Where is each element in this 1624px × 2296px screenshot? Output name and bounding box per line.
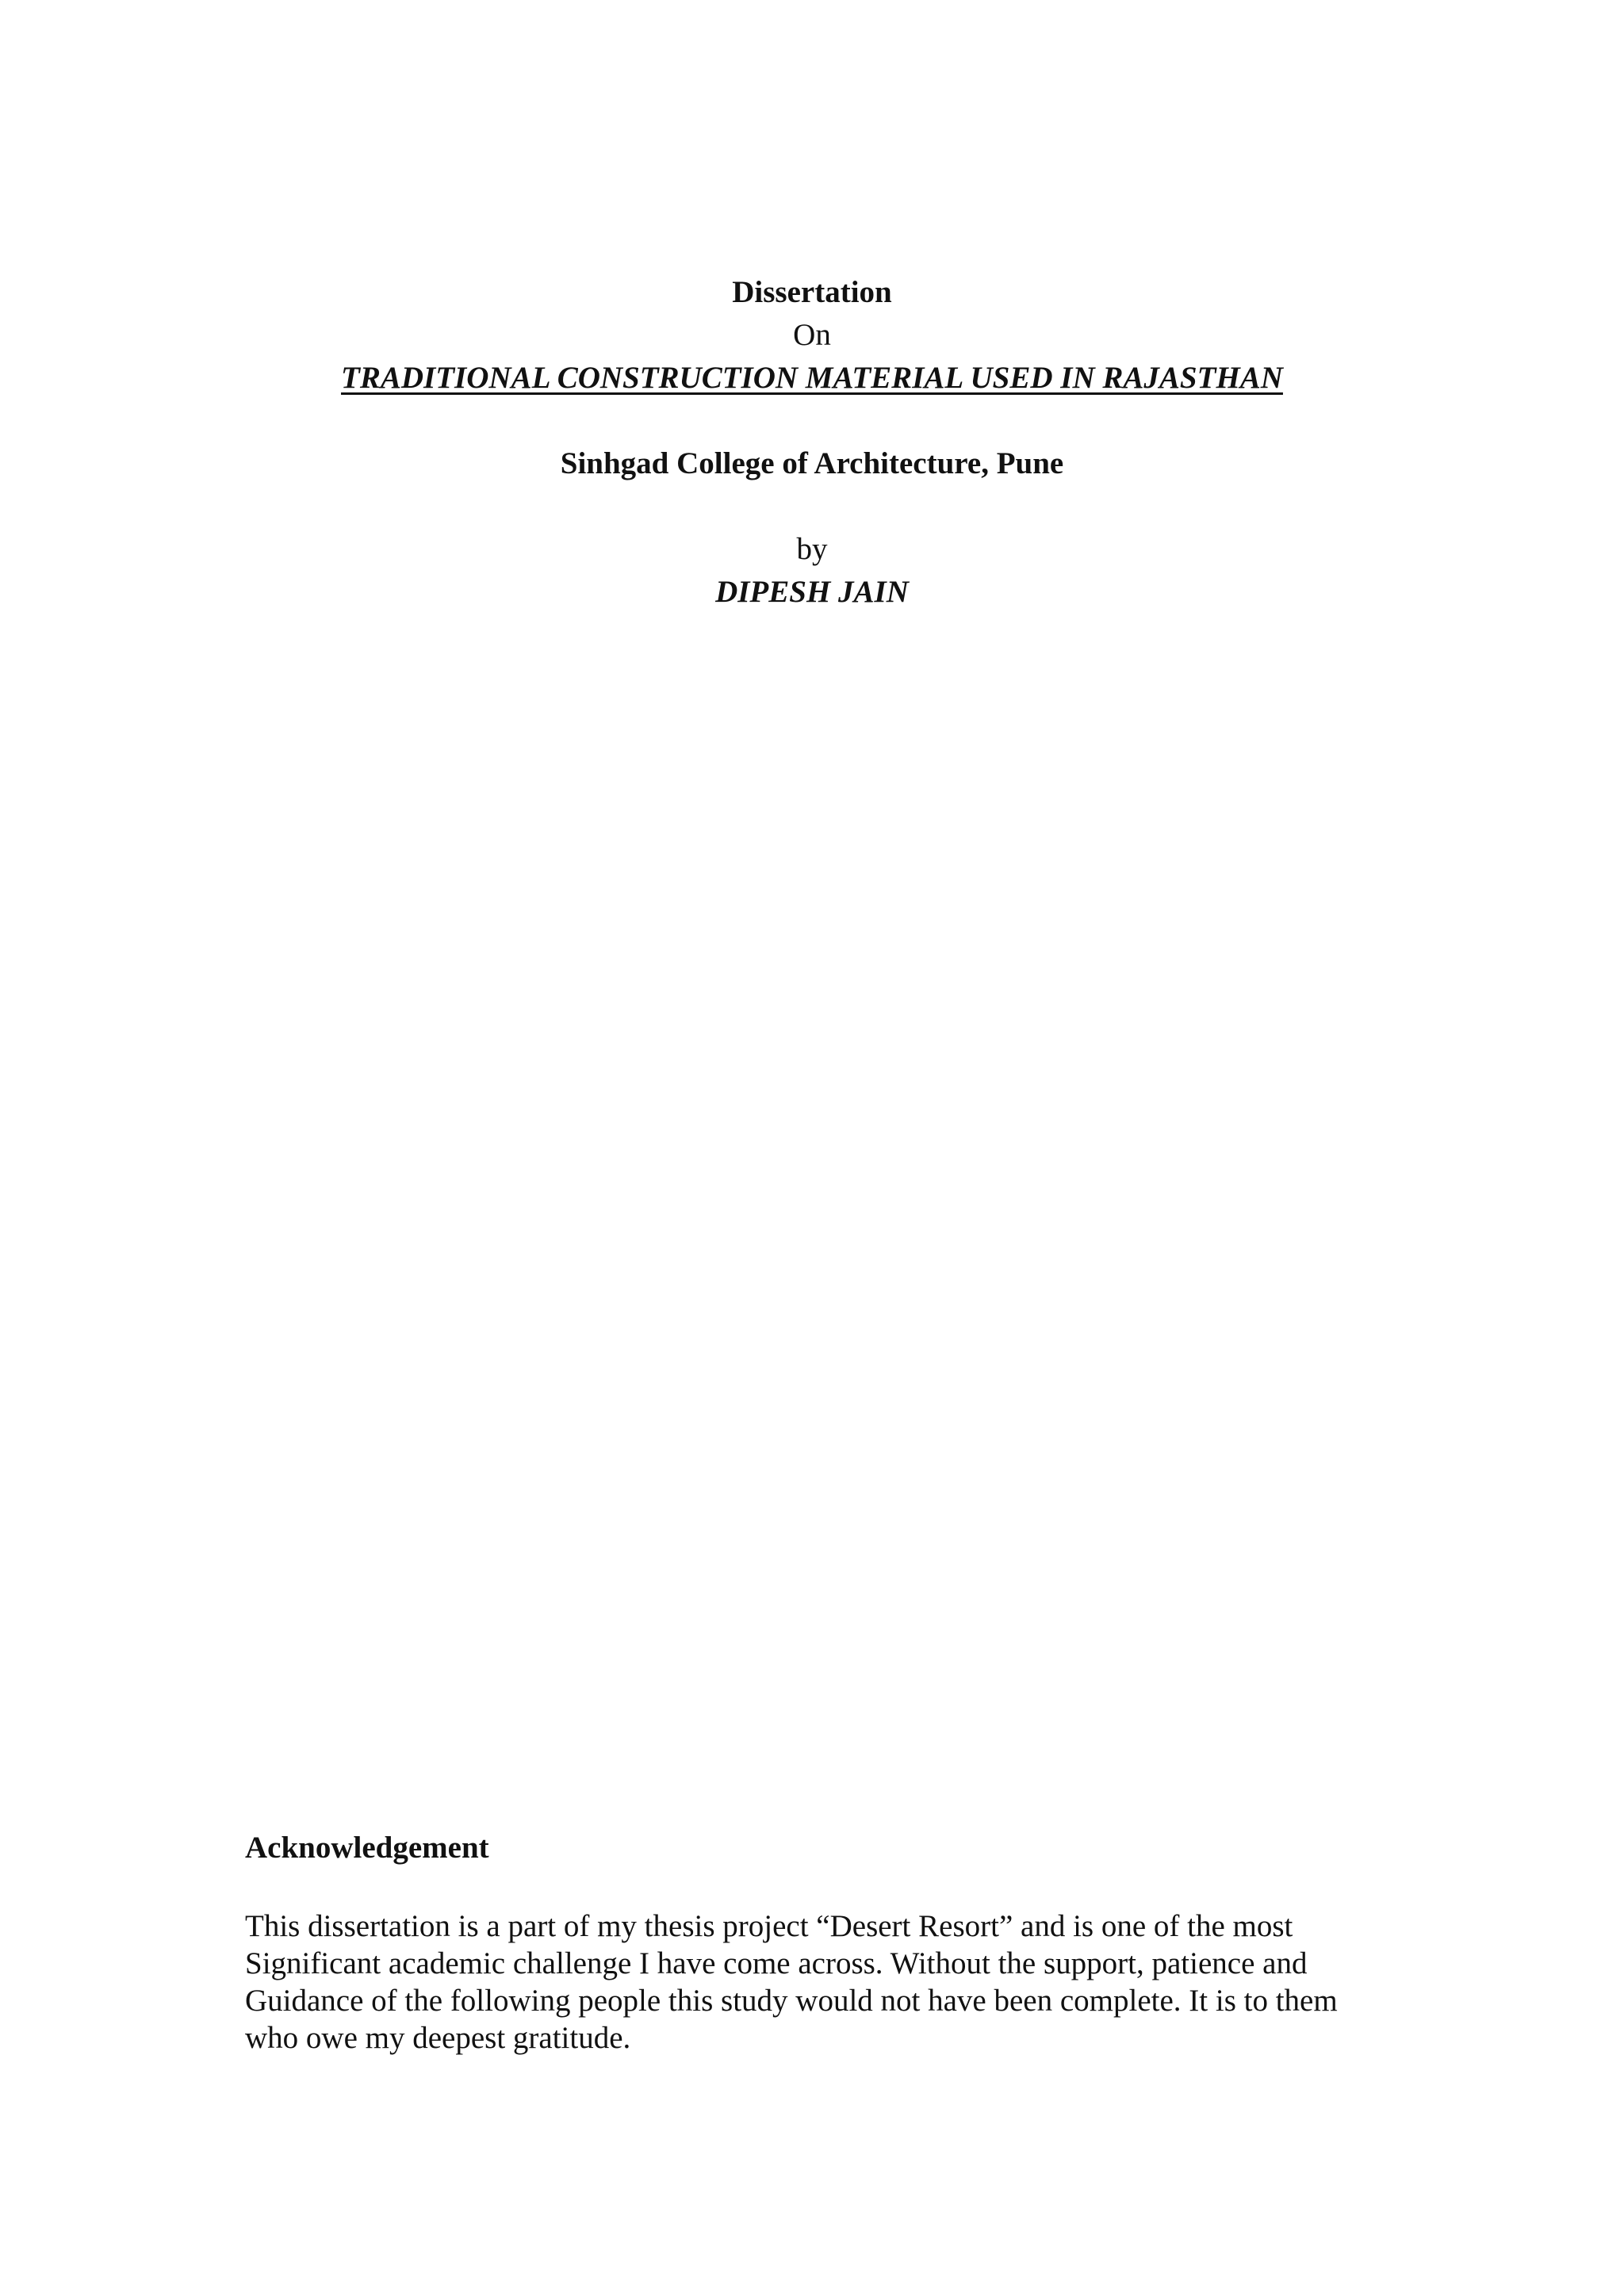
- on-label: On: [793, 318, 831, 352]
- acknowledgement-heading: Acknowledgement: [245, 1831, 489, 1865]
- dissertation-topic-text: TRADITIONAL CONSTRUCTION MATERIAL USED IN RAJASTHAN: [341, 361, 1283, 395]
- acknowledgement-line: who owe my deepest gratitude.: [245, 2021, 631, 2055]
- acknowledgement-section: [245, 1827, 1434, 2057]
- author-name: DIPESH JAIN: [715, 575, 909, 609]
- acknowledgement-line: Significant academic challenge I have come across. Without the support, patience and: [245, 1946, 1308, 1980]
- title-block: [0, 271, 1624, 614]
- acknowledgement-paragraph: [245, 1908, 1434, 2057]
- acknowledgement-line: This dissertation is a part of my thesis project “Desert Resort” and is one of the most: [245, 1909, 1293, 1943]
- by-label: by: [796, 532, 828, 566]
- dissertation-heading: Dissertation: [732, 275, 892, 309]
- institution-name: Sinhgad College of Architecture, Pune: [560, 446, 1064, 480]
- dissertation-topic: [0, 357, 1624, 400]
- acknowledgement-line: Guidance of the following people this study would not have been complete. It is to them: [245, 1984, 1338, 2018]
